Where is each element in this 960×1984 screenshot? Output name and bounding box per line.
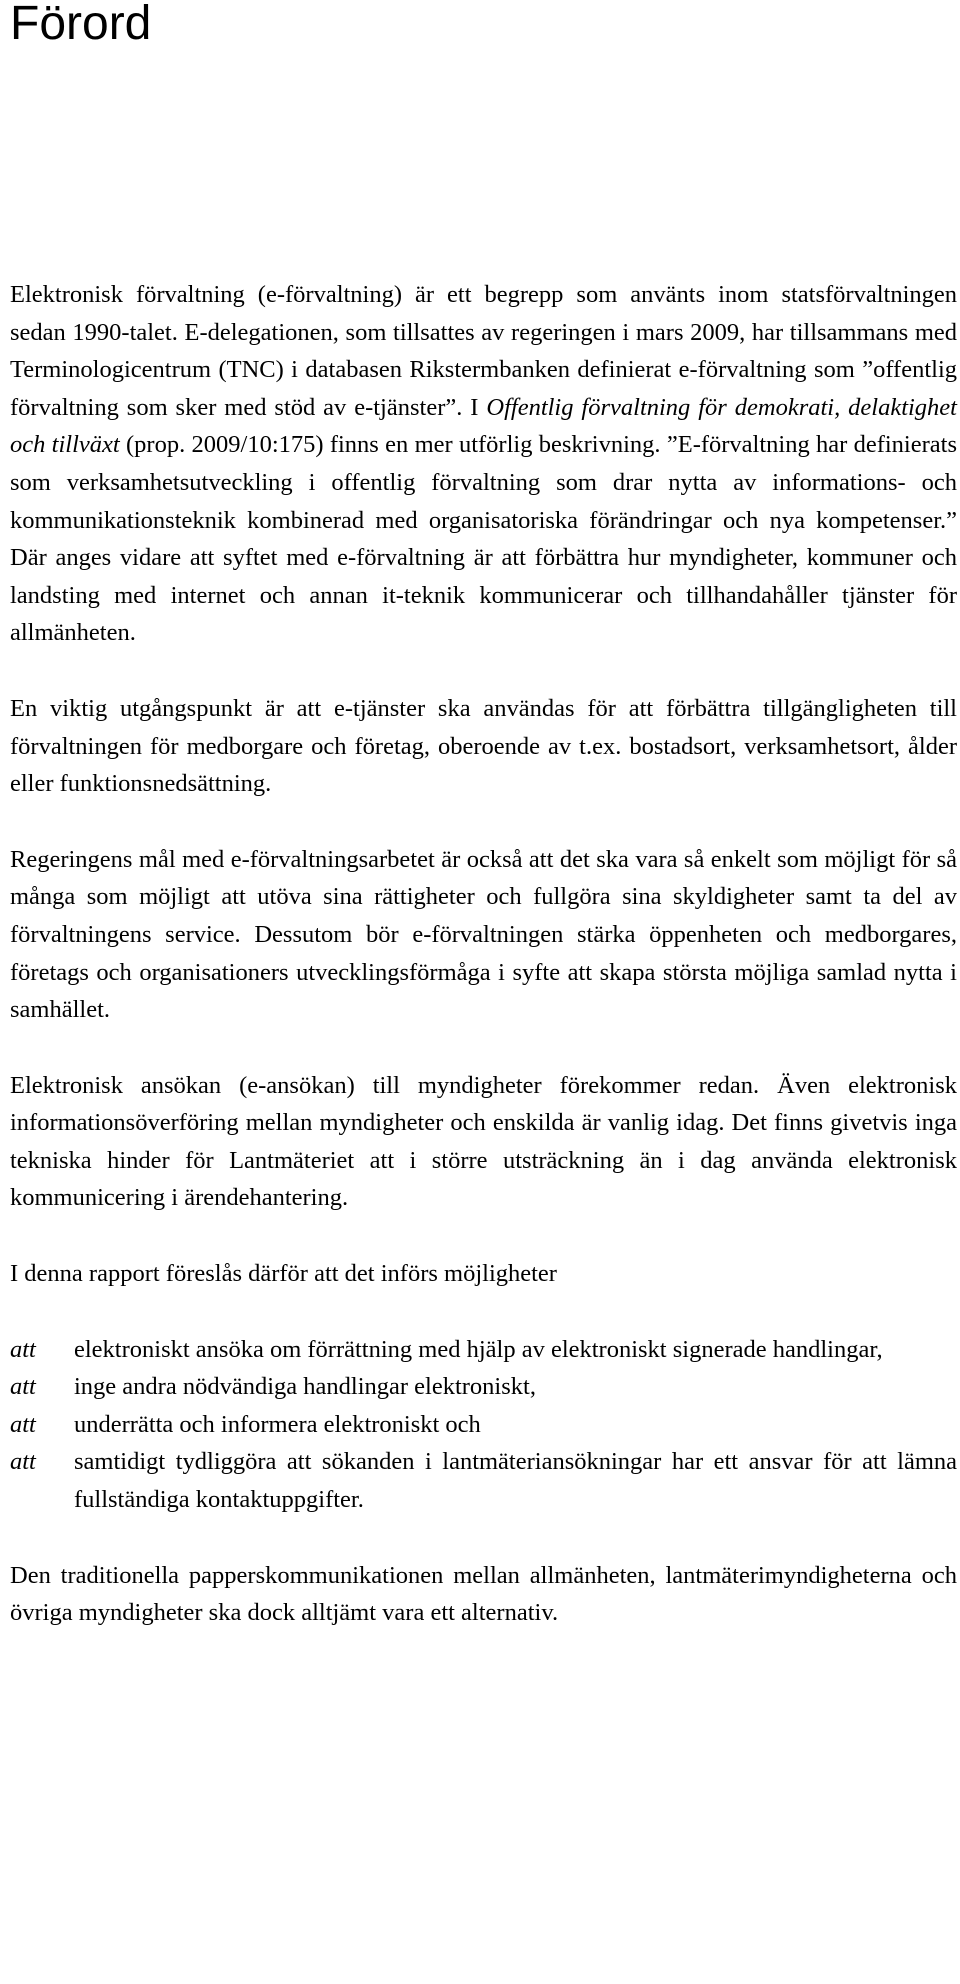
- list-item-text: underrätta och informera elektroniskt och: [74, 1410, 481, 1438]
- list-item-text: samtidigt tydliggöra att sökanden i lantmäteriansökningar har ett ansvar för att lämna fullständiga kontaktuppgifter.: [74, 1448, 957, 1514]
- list-item-marker: att: [10, 1448, 36, 1476]
- paragraph-6: Den traditionella papperskommunikationen mellan allmänheten, lantmäterimyndigheterna och övriga myndigheter ska dock alltjämt vara ett alternativ.: [10, 1561, 957, 1627]
- page-title: Förord: [10, 0, 152, 50]
- paragraph-1-text-a: Elektronisk förvaltning (e-förvaltning) är ett begrepp som använts inom statsförvaltningen sedan 1990-talet. E-delegationen, som tillsattes av regeringen i mars 2009, har tillsammans med Terminologicentrum (TNC) i databasen Rikstermbanken definierat e-förvaltning som ”offentlig förvaltning som sker med stöd av e-tjänster”. I: [10, 281, 957, 421]
- list-item: [10, 1368, 957, 1406]
- list-item: [10, 1443, 957, 1518]
- paragraph-4: Elektronisk ansökan (e-ansökan) till myndigheter förekommer redan. Även elektronisk informationsöverföring mellan myndigheter och enskilda är vanlig idag. Det finns givetvis inga tekniska hinder för Lantmäteriet att i större utsträckning än i dag använda elektronisk kommunicering i ärendehantering.: [10, 1071, 957, 1212]
- paragraph-3: Regeringens mål med e-förvaltningsarbetet är också att det ska vara så enkelt som möjligt för så många som möjligt att utöva sina rättigheter och fullgöra sina skyldigheter samt ta del av förvaltningens service. Dessutom bör e-förvaltningen stärka öppenheten och medborgares, företags och organisationers utvecklingsförmåga i syfte att skapa största möjliga samlad nytta i samhället.: [10, 845, 957, 1024]
- paragraph-5: I denna rapport föreslås därför att det införs möjligheter: [10, 1260, 557, 1288]
- list-item-marker: att: [10, 1410, 36, 1438]
- paragraph-1-italic-title: Offentlig förvaltning för demokrati, delaktighet och tillväxt: [10, 393, 957, 459]
- list-item: [10, 1406, 957, 1444]
- paragraph-1-text-b: (prop. 2009/10:175) finns en mer utförlig beskrivning. ”E-förvaltning har definierats som verksamhetsutveckling i offentlig förvaltning som drar nytta av informations- och kommunikationsteknik kombinerad med organisatoriska förändringar och nya kompetenser.” Där anges vidare att syftet med e-förvaltning är att förbättra hur myndigheter, kommuner och landsting med internet och annan it-teknik kommunicerar och tillhandahåller tjänster för allmänheten.: [10, 431, 957, 647]
- list-item-text: inge andra nödvändiga handlingar elektroniskt,: [74, 1373, 536, 1401]
- list-item: [10, 1331, 957, 1369]
- list-item-marker: att: [10, 1373, 36, 1401]
- list-item-text: elektroniskt ansöka om förrättning med hjälp av elektroniskt signerade handlingar,: [74, 1335, 883, 1363]
- paragraph-1: [10, 276, 957, 652]
- proposal-list: [10, 1331, 957, 1519]
- paragraph-2: En viktig utgångspunkt är att e-tjänster ska användas för att förbättra tillgängligheten till förvaltningen för medborgare och företag, oberoende av t.ex. bostadsort, verksamhetsort, ålder eller funktionsnedsättning.: [10, 694, 957, 798]
- document-body: [10, 276, 957, 1632]
- list-item-marker: att: [10, 1335, 36, 1363]
